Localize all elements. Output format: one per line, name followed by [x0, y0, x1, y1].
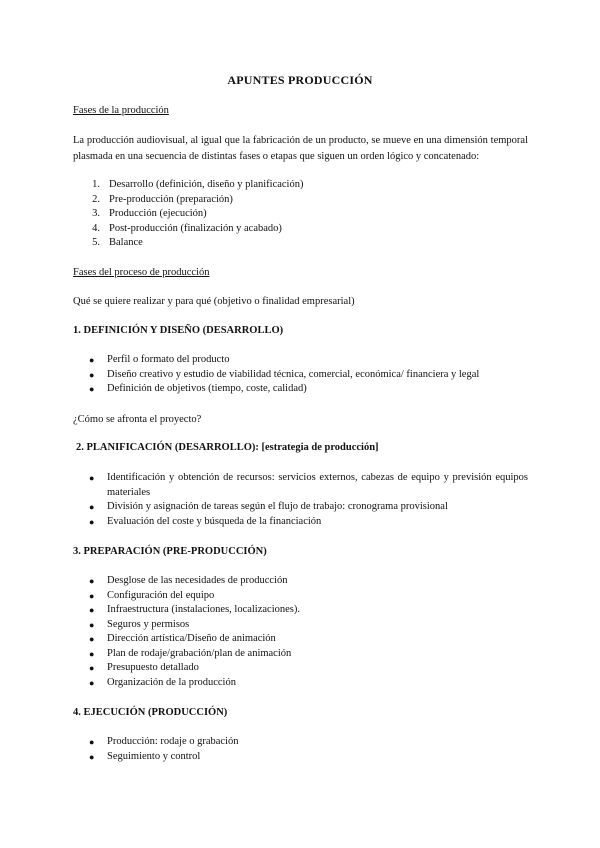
list-item: ● Seguros y permisos	[73, 618, 528, 633]
phases-list	[73, 178, 528, 251]
section-heading-proceso: Fases del proceso de producción	[73, 267, 210, 278]
bullet-icon: ●	[89, 369, 95, 380]
bullet-icon: ●	[89, 737, 95, 747]
list-item: ● Infraestructura (instalaciones, localizaciones).	[73, 603, 528, 618]
bullet-icon: ●	[89, 751, 95, 762]
list-item: ● Definición de objetivos (tiempo, coste, calidad)	[73, 382, 528, 397]
section-heading-fases-produccion: Fases de la producción	[73, 105, 169, 116]
list-item: ● Seguimiento y control	[73, 750, 528, 765]
list-item: 2. Pre-producción (preparación)	[92, 193, 233, 205]
bullet-icon: ●	[89, 619, 95, 630]
intro-paragraph: La producción audiovisual, al igual que la fabricación de un producto, se mueve en una dimensión temporal plasmada en una secuencia de distintas fases o etapas que siguen un orden lógico y concatenado:	[73, 135, 528, 162]
heading-ejecucion: 4. EJECUCIÓN (PRODUCCIÓN)	[73, 707, 228, 718]
planificacion-list	[73, 471, 528, 529]
list-item: ● Plan de rodaje/grabación/plan de animación	[73, 647, 528, 662]
list-item: ● Presupuesto detallado	[73, 661, 528, 676]
bullet-icon: ●	[89, 502, 95, 512]
objective-line: Qué se quiere realizar y para qué (objetivo o finalidad empresarial)	[73, 296, 355, 307]
bullet-icon: ●	[89, 605, 95, 615]
list-item: 4. Post-producción (finalización y acabado)	[92, 222, 282, 234]
heading-definicion-diseno: 1. DEFINICIÓN Y DISEÑO (DESARROLLO)	[73, 325, 284, 336]
heading-preparacion: 3. PREPARACIÓN (PRE-PRODUCCIÓN)	[73, 546, 267, 557]
bullet-icon: ●	[89, 384, 95, 394]
list-item: 3. Producción (ejecución)	[92, 208, 207, 219]
list-item: ● Organización de la producción	[73, 676, 528, 691]
document-title: APUNTES PRODUCCIÓN	[227, 73, 373, 87]
list-item: ● Dirección artística/Diseño de animación	[73, 632, 528, 647]
list-item: ● División y asignación de tareas según el flujo de trabajo: cronograma provisional	[73, 500, 528, 515]
list-item: ● Producción: rodaje o grabación	[73, 735, 528, 750]
list-item: ● Configuración del equipo	[73, 589, 528, 604]
definicion-list	[73, 353, 528, 397]
bullet-icon: ●	[89, 634, 95, 644]
list-item: 1. Desarrollo (definición, diseño y planificación)	[92, 179, 304, 190]
question-line: ¿Cómo se afronta el proyecto?	[73, 414, 202, 425]
heading-planificacion: 2. PLANIFICACIÓN (DESARROLLO): [estrategia de producción]	[76, 442, 379, 453]
list-item: ● Perfil o formato del producto	[73, 353, 528, 368]
bullet-icon: ●	[89, 663, 95, 673]
list-item: ● Desglose de las necesidades de producción	[73, 574, 528, 589]
ejecucion-list	[73, 735, 528, 764]
list-item: 5. Balance	[92, 237, 143, 248]
bullet-icon: ●	[89, 473, 95, 483]
list-item: ● Diseño creativo y estudio de viabilidad técnica, comercial, económica/ financiera y legal	[73, 368, 528, 383]
bullet-icon: ●	[89, 648, 95, 659]
bullet-icon: ●	[89, 590, 95, 601]
bullet-icon: ●	[89, 677, 95, 688]
preparacion-list	[73, 574, 528, 690]
bullet-icon: ●	[89, 516, 95, 527]
bullet-icon: ●	[89, 576, 95, 586]
list-item: ● Evaluación del coste y búsqueda de la financiación	[73, 515, 528, 530]
bullet-icon: ●	[89, 355, 95, 365]
list-item: ● Identificación y obtención de recursos: servicios externos, cabezas de equipo y previsión equipos materiales	[73, 471, 528, 500]
